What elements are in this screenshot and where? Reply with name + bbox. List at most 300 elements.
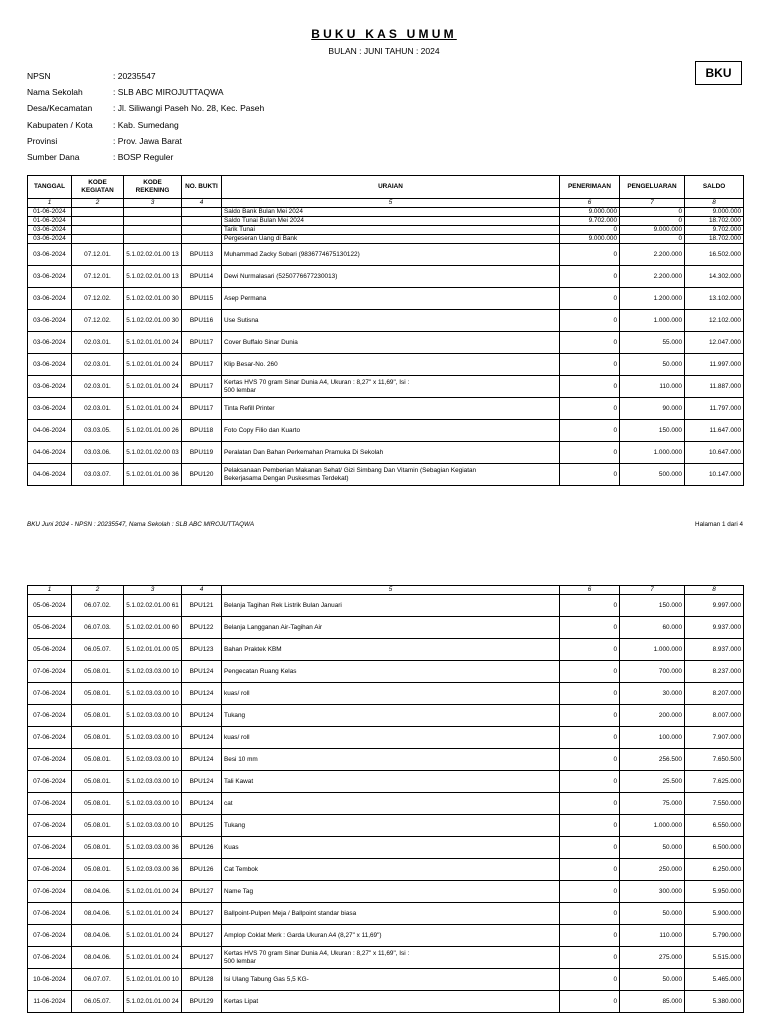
cell-penerimaan-text: 0: [613, 799, 617, 807]
cell-tanggal-text: 11-06-2024: [33, 997, 66, 1005]
cell-tanggal: [28, 442, 72, 464]
cell-uraian-text: Isi Ulang Tabung Gas 5,5 KG-: [224, 975, 309, 983]
cell-pengeluaran: [620, 705, 685, 727]
cell-no-bukti-text: BPU113: [189, 250, 214, 258]
cell-pengeluaran: [620, 859, 685, 881]
column-number: 1: [28, 199, 72, 208]
cell-no-bukti: [182, 793, 222, 815]
cell-tanggal: [28, 310, 72, 332]
cell-kode-rekening-text: 5.1.02.03.03.00 10: [126, 733, 179, 741]
cell-kode-kegiatan-text: 05.08.01.: [84, 733, 111, 741]
cell-saldo-text: 9.702.000: [712, 226, 741, 233]
cell-kode-kegiatan-text: 07.12.02.: [84, 316, 111, 324]
cell-pengeluaran-text: 50.000: [662, 843, 682, 851]
column-number: 4: [182, 199, 222, 208]
cell-pengeluaran: [620, 793, 685, 815]
cell-saldo-text: 8.007.000: [712, 711, 741, 719]
cell-tanggal: [28, 354, 72, 376]
cell-kode-rekening: [124, 903, 182, 925]
cell-kode-kegiatan-text: 03.03.05.: [84, 426, 111, 434]
cell-no-bukti: [182, 217, 222, 226]
cell-saldo-text: 13.102.000: [709, 294, 741, 302]
header-no-bukti: NO. BUKTI: [182, 176, 222, 199]
cell-uraian: [222, 969, 560, 991]
cell-pengeluaran-text: 150.000: [658, 426, 682, 434]
cell-penerimaan: [560, 244, 620, 266]
cell-kode-rekening-text: 5.1.02.01.01.00 24: [126, 931, 179, 939]
cell-pengeluaran-text: 50.000: [662, 909, 682, 917]
cell-pengeluaran: [620, 947, 685, 969]
table-row: [28, 837, 744, 859]
cell-uraian-text: Dewi Nurmalasari (5250776677230013): [224, 272, 338, 280]
cell-saldo-text: 5.465.000: [712, 975, 741, 983]
cell-saldo: [685, 376, 744, 398]
cell-no-bukti: [182, 288, 222, 310]
cell-penerimaan: [560, 859, 620, 881]
cell-kode-kegiatan: [72, 442, 124, 464]
cell-kode-rekening: [124, 442, 182, 464]
cell-penerimaan-text: 0: [613, 404, 617, 412]
cell-penerimaan: [560, 991, 620, 1013]
cell-kode-rekening-text: 5.1.02.01.01.00 24: [126, 382, 179, 390]
cell-kode-kegiatan-text: 05.08.01.: [84, 711, 111, 719]
document-subtitle: BULAN : JUNI TAHUN : 2024: [328, 46, 440, 56]
table-row: [28, 617, 744, 639]
cell-no-bukti-text: BPU117: [189, 360, 214, 368]
cell-kode-kegiatan-text: 02.03.01.: [84, 338, 111, 346]
cell-saldo: [685, 793, 744, 815]
cell-penerimaan-text: 0: [613, 733, 617, 741]
cell-penerimaan: [560, 420, 620, 442]
cell-pengeluaran-text: 110.000: [659, 382, 682, 390]
cell-pengeluaran: [620, 991, 685, 1013]
cell-tanggal: [28, 991, 72, 1013]
cell-kode-rekening: [124, 217, 182, 226]
cell-pengeluaran-text: 55.000: [662, 338, 682, 346]
cell-uraian-text: Saldo Bank Bulan Mei 2024: [224, 208, 303, 215]
cell-tanggal-text: 07-06-2024: [33, 777, 66, 785]
cell-tanggal: [28, 837, 72, 859]
cell-tanggal-text: 03-06-2024: [33, 272, 66, 280]
cell-no-bukti: [182, 925, 222, 947]
column-number: 7: [620, 586, 685, 595]
cell-no-bukti-text: BPU114: [189, 272, 214, 280]
cell-tanggal-text: 07-06-2024: [33, 799, 66, 807]
header-kode-rekening: KODE REKENING: [124, 176, 182, 199]
column-number-row: [28, 199, 744, 208]
cell-pengeluaran: [620, 727, 685, 749]
cell-uraian: [222, 771, 560, 793]
table-row: [28, 217, 744, 226]
cell-tanggal-text: 07-06-2024: [33, 909, 66, 917]
cell-saldo: [685, 595, 744, 617]
cell-saldo-text: 8.207.000: [712, 689, 741, 697]
cell-tanggal-text: 03-06-2024: [33, 235, 66, 242]
info-label: Desa/Kecamatan: [27, 103, 93, 114]
cell-penerimaan: [560, 793, 620, 815]
cell-kode-kegiatan: [72, 376, 124, 398]
cell-saldo: [685, 727, 744, 749]
cell-no-bukti: [182, 442, 222, 464]
table-row: [28, 354, 744, 376]
cell-pengeluaran-text: 250.000: [658, 865, 682, 873]
table-row: [28, 376, 744, 398]
cell-no-bukti: [182, 595, 222, 617]
cell-tanggal-text: 03-06-2024: [33, 226, 66, 233]
cell-penerimaan: [560, 639, 620, 661]
info-label: Provinsi: [27, 135, 58, 146]
cell-uraian-text: Kertas HVS 70 gram Sinar Dunia A4, Ukuran : 8,27" x 11,69", Isi :: [224, 949, 410, 957]
cell-kode-kegiatan-text: 05.08.01.: [84, 755, 111, 763]
cell-uraian: [222, 235, 560, 244]
cell-no-bukti-text: BPU117: [189, 338, 214, 346]
cell-kode-rekening-text: 5.1.02.02.01.00 30: [126, 294, 179, 302]
cell-no-bukti: [182, 617, 222, 639]
cell-saldo: [685, 266, 744, 288]
cell-uraian-text: Tarik Tunai: [224, 226, 255, 233]
cell-kode-rekening: [124, 420, 182, 442]
cell-saldo-text: 7.907.000: [712, 733, 741, 741]
cell-kode-kegiatan-text: 07.12.01.: [84, 272, 111, 280]
cell-uraian: [222, 991, 560, 1013]
cell-pengeluaran-text: 1.000.000: [653, 448, 682, 456]
cell-pengeluaran-text: 25.500: [662, 777, 682, 785]
cell-no-bukti: [182, 661, 222, 683]
table-row: [28, 310, 744, 332]
cell-kode-rekening-text: 5.1.02.01.01.00 24: [126, 404, 179, 412]
column-number: 3: [124, 586, 182, 595]
cell-uraian-text: Name Tag: [224, 887, 254, 895]
cell-kode-kegiatan-text: 02.03.01.: [84, 404, 111, 412]
cell-pengeluaran-text: 256.500: [658, 755, 682, 763]
cell-penerimaan-text: 0: [613, 272, 617, 280]
cell-saldo: [685, 226, 744, 235]
cell-kode-rekening-text: 5.1.02.03.03.00 36: [126, 843, 179, 851]
cell-saldo: [685, 925, 744, 947]
cell-saldo-text: 9.997.000: [712, 601, 741, 609]
cell-kode-rekening: [124, 705, 182, 727]
cell-kode-kegiatan-text: 05.08.01.: [84, 689, 111, 697]
cell-pengeluaran: [620, 208, 685, 217]
cell-uraian: [222, 464, 560, 486]
column-number: 7: [620, 199, 685, 208]
cell-no-bukti-text: BPU127: [189, 887, 214, 895]
table-row: [28, 235, 744, 244]
cell-tanggal: [28, 420, 72, 442]
cell-tanggal-text: 01-06-2024: [33, 217, 66, 224]
cell-tanggal-text: 05-06-2024: [33, 645, 66, 653]
cell-kode-kegiatan-text: 08.04.06.: [84, 887, 111, 895]
cell-uraian: [222, 749, 560, 771]
cell-no-bukti-text: BPU115: [189, 294, 214, 302]
info-value: : 20235547: [113, 71, 156, 81]
cell-no-bukti: [182, 683, 222, 705]
cell-pengeluaran-text: 0: [678, 217, 682, 224]
cell-pengeluaran: [620, 288, 685, 310]
cell-tanggal: [28, 881, 72, 903]
cell-kode-rekening-text: 5.1.02.01.01.00 26: [126, 426, 179, 434]
cell-kode-rekening: [124, 771, 182, 793]
cell-tanggal-text: 10-06-2024: [33, 975, 66, 983]
cell-tanggal: [28, 771, 72, 793]
cell-kode-rekening-text: 5.1.02.01.01.00 05: [126, 645, 179, 653]
cell-kode-rekening: [124, 969, 182, 991]
table-row: [28, 595, 744, 617]
cell-kode-kegiatan-text: 08.04.06.: [84, 931, 111, 939]
cell-saldo: [685, 661, 744, 683]
cell-penerimaan-text: 0: [613, 645, 617, 653]
cell-uraian-continued: Bekerjasama Dengan Puskesmas Terdekat): [224, 474, 349, 482]
cell-penerimaan: [560, 235, 620, 244]
cell-saldo-text: 12.047.000: [709, 338, 741, 346]
cell-uraian: [222, 683, 560, 705]
column-number: 2: [72, 586, 124, 595]
cell-pengeluaran: [620, 749, 685, 771]
cell-kode-rekening-text: 5.1.02.01.01.00 24: [126, 997, 179, 1005]
cell-uraian: [222, 903, 560, 925]
cell-uraian-text: Muhammad Zacky Sobari (9836774675130122): [224, 250, 360, 258]
cell-kode-rekening: [124, 310, 182, 332]
cash-book-table-page-2: [27, 585, 744, 1013]
header-kode-kegiatan: KODE KEGIATAN: [72, 176, 124, 199]
cell-penerimaan-text: 0: [613, 887, 617, 895]
cell-tanggal: [28, 815, 72, 837]
cell-penerimaan-text: 0: [613, 601, 617, 609]
cell-kode-rekening-text: 5.1.02.01.01.00 24: [126, 953, 179, 961]
table-row: [28, 749, 744, 771]
cell-kode-kegiatan: [72, 837, 124, 859]
cell-tanggal: [28, 226, 72, 235]
cell-uraian-text: Kertas Lipat: [224, 997, 259, 1005]
cell-penerimaan-text: 0: [613, 975, 617, 983]
cell-uraian: [222, 727, 560, 749]
cell-penerimaan-text: 0: [613, 997, 617, 1005]
cell-saldo: [685, 235, 744, 244]
info-label: Sumber Dana: [27, 152, 80, 162]
cell-tanggal: [28, 617, 72, 639]
cell-no-bukti-text: BPU124: [189, 689, 214, 697]
cell-saldo-text: 7.550.000: [712, 799, 741, 807]
cell-saldo: [685, 991, 744, 1013]
cell-uraian: [222, 332, 560, 354]
cell-kode-rekening-text: 5.1.02.01.02.00 03: [126, 448, 179, 456]
cell-kode-rekening-text: 5.1.02.02.01.00 60: [126, 623, 179, 631]
cell-kode-rekening: [124, 859, 182, 881]
table-row: [28, 332, 744, 354]
cell-penerimaan-text: 0: [613, 689, 617, 697]
cell-uraian-text: Kertas HVS 70 gram Sinar Dunia A4, Ukuran : 8,27" x 11,69", Isi :: [224, 378, 410, 386]
cell-kode-rekening-text: 5.1.02.01.01.00 24: [126, 909, 179, 917]
cell-kode-kegiatan: [72, 881, 124, 903]
cell-kode-rekening: [124, 925, 182, 947]
cell-pengeluaran-text: 1.000.000: [653, 316, 682, 324]
table-row: [28, 639, 744, 661]
cell-penerimaan-text: 0: [613, 667, 617, 675]
cell-tanggal: [28, 595, 72, 617]
cell-kode-kegiatan-text: 03.03.07.: [84, 470, 111, 478]
cell-tanggal-text: 07-06-2024: [33, 667, 66, 675]
header-uraian: URAIAN: [222, 176, 560, 199]
table-row: [28, 793, 744, 815]
cell-uraian-text: Ballpoint-Pulpen Meja / Ballpoint standar biasa: [224, 909, 357, 917]
info-label: Kabupaten / Kota: [27, 119, 93, 130]
header-pengeluaran: PENGELUARAN: [620, 176, 685, 199]
cell-uraian: [222, 376, 560, 398]
cell-tanggal-text: 05-06-2024: [33, 601, 66, 609]
info-value: : Jl. Siliwangi Paseh No. 28, Kec. Paseh: [113, 103, 265, 114]
column-number: 3: [124, 199, 182, 208]
cell-pengeluaran: [620, 332, 685, 354]
cell-no-bukti-text: BPU127: [189, 909, 214, 917]
cell-tanggal: [28, 727, 72, 749]
cell-uraian: [222, 398, 560, 420]
cell-kode-kegiatan: [72, 266, 124, 288]
cell-no-bukti-text: BPU121: [189, 601, 214, 609]
cell-kode-rekening-text: 5.1.02.01.01.00 24: [126, 887, 179, 895]
cell-pengeluaran: [620, 903, 685, 925]
cell-kode-kegiatan-text: 05.08.01.: [84, 799, 111, 807]
cell-penerimaan-text: 9.000.000: [588, 208, 617, 215]
cell-no-bukti-text: BPU127: [189, 953, 214, 961]
cell-penerimaan: [560, 771, 620, 793]
cell-kode-rekening-text: 5.1.02.01.01.00 10: [126, 975, 179, 983]
cell-pengeluaran-text: 1.000.000: [653, 821, 682, 829]
cell-pengeluaran: [620, 771, 685, 793]
cell-kode-kegiatan: [72, 208, 124, 217]
cell-penerimaan: [560, 464, 620, 486]
column-number: 5: [222, 586, 560, 595]
cell-saldo: [685, 354, 744, 376]
cell-saldo-text: 18.702.000: [709, 217, 741, 224]
cell-no-bukti: [182, 235, 222, 244]
cell-tanggal: [28, 749, 72, 771]
table-row: [28, 442, 744, 464]
cell-no-bukti-text: BPU128: [189, 975, 214, 983]
cell-kode-kegiatan-text: 06.05.07.: [84, 645, 111, 653]
cell-tanggal: [28, 288, 72, 310]
cell-uraian: [222, 881, 560, 903]
cell-no-bukti-text: BPU124: [189, 733, 214, 741]
cell-penerimaan-text: 0: [613, 382, 617, 390]
cell-kode-kegiatan: [72, 288, 124, 310]
cell-penerimaan: [560, 226, 620, 235]
cell-uraian-text: Pergeseran Uang di Bank: [224, 235, 298, 242]
cell-saldo-text: 5.790.000: [712, 931, 741, 939]
cell-uraian: [222, 639, 560, 661]
cell-pengeluaran: [620, 376, 685, 398]
cell-kode-rekening-text: 5.1.02.03.03.00 10: [126, 689, 179, 697]
cell-no-bukti: [182, 749, 222, 771]
cell-uraian: [222, 925, 560, 947]
cell-tanggal: [28, 661, 72, 683]
cell-kode-kegiatan-text: 05.08.01.: [84, 667, 111, 675]
cell-tanggal-text: 03-06-2024: [33, 338, 66, 346]
cell-pengeluaran: [620, 354, 685, 376]
table-row: [28, 288, 744, 310]
cell-penerimaan-text: 0: [613, 931, 617, 939]
cell-no-bukti-text: BPU124: [189, 755, 214, 763]
cell-kode-rekening-text: 5.1.02.02.01.00 13: [126, 250, 179, 258]
cell-uraian-text: Foto Copy Filio dan Kuarto: [224, 426, 301, 434]
cell-saldo-text: 5.515.000: [712, 953, 741, 961]
cell-kode-kegiatan-text: 02.03.01.: [84, 360, 111, 368]
cell-uraian: [222, 947, 560, 969]
cell-saldo-text: 5.900.000: [712, 909, 741, 917]
cell-no-bukti-text: BPU129: [189, 997, 214, 1005]
cell-kode-rekening: [124, 266, 182, 288]
cell-no-bukti: [182, 991, 222, 1013]
table-row: [28, 420, 744, 442]
column-number: 6: [560, 586, 620, 595]
cell-no-bukti: [182, 464, 222, 486]
cell-no-bukti-text: BPU124: [189, 777, 214, 785]
cell-penerimaan: [560, 595, 620, 617]
cell-penerimaan-text: 9.702.000: [588, 217, 617, 224]
cell-uraian-continued: 500 lembar: [224, 957, 256, 965]
cell-no-bukti: [182, 398, 222, 420]
cell-saldo: [685, 859, 744, 881]
cell-uraian: [222, 595, 560, 617]
table-row: [28, 991, 744, 1013]
cell-no-bukti-text: BPU120: [189, 470, 214, 478]
cell-kode-kegiatan-text: 08.04.06.: [84, 953, 111, 961]
cell-uraian: [222, 442, 560, 464]
cell-kode-kegiatan: [72, 420, 124, 442]
cell-saldo: [685, 617, 744, 639]
cell-uraian-text: Besi 10 mm: [224, 755, 258, 763]
cell-tanggal-text: 03-06-2024: [33, 404, 66, 412]
cell-pengeluaran-text: 60.000: [662, 623, 682, 631]
cell-saldo: [685, 244, 744, 266]
cell-tanggal: [28, 705, 72, 727]
cell-saldo: [685, 217, 744, 226]
cell-kode-rekening: [124, 815, 182, 837]
cell-pengeluaran: [620, 617, 685, 639]
cell-pengeluaran-text: 700.000: [658, 667, 682, 675]
cell-penerimaan: [560, 442, 620, 464]
cell-saldo-text: 16.502.000: [709, 250, 741, 258]
cell-penerimaan-text: 0: [613, 865, 617, 873]
cell-pengeluaran: [620, 442, 685, 464]
cell-penerimaan-text: 0: [613, 821, 617, 829]
info-label: Nama Sekolah: [27, 87, 83, 98]
cell-uraian-text: Tukang: [224, 821, 246, 829]
cell-kode-kegiatan: [72, 310, 124, 332]
cell-no-bukti: [182, 639, 222, 661]
cell-pengeluaran: [620, 398, 685, 420]
cell-penerimaan: [560, 705, 620, 727]
cell-penerimaan: [560, 683, 620, 705]
cell-tanggal: [28, 235, 72, 244]
cell-uraian-text: kuas/ roll: [224, 689, 250, 697]
cell-kode-rekening: [124, 332, 182, 354]
cell-no-bukti-text: BPU127: [189, 931, 214, 939]
cell-tanggal-text: 07-06-2024: [33, 843, 66, 851]
cell-saldo-text: 5.380.000: [712, 997, 741, 1005]
cell-uraian: [222, 310, 560, 332]
cell-uraian-text: Bahan Praktek KBM: [224, 645, 282, 653]
cell-kode-kegiatan-text: 06.07.03.: [84, 623, 111, 631]
cell-saldo: [685, 881, 744, 903]
cell-tanggal-text: 05-06-2024: [33, 623, 66, 631]
cell-pengeluaran-text: 75.000: [662, 799, 682, 807]
cell-tanggal: [28, 903, 72, 925]
cell-uraian: [222, 859, 560, 881]
cell-kode-rekening: [124, 288, 182, 310]
info-label: NPSN: [27, 71, 51, 81]
cell-kode-rekening: [124, 661, 182, 683]
cell-pengeluaran: [620, 815, 685, 837]
